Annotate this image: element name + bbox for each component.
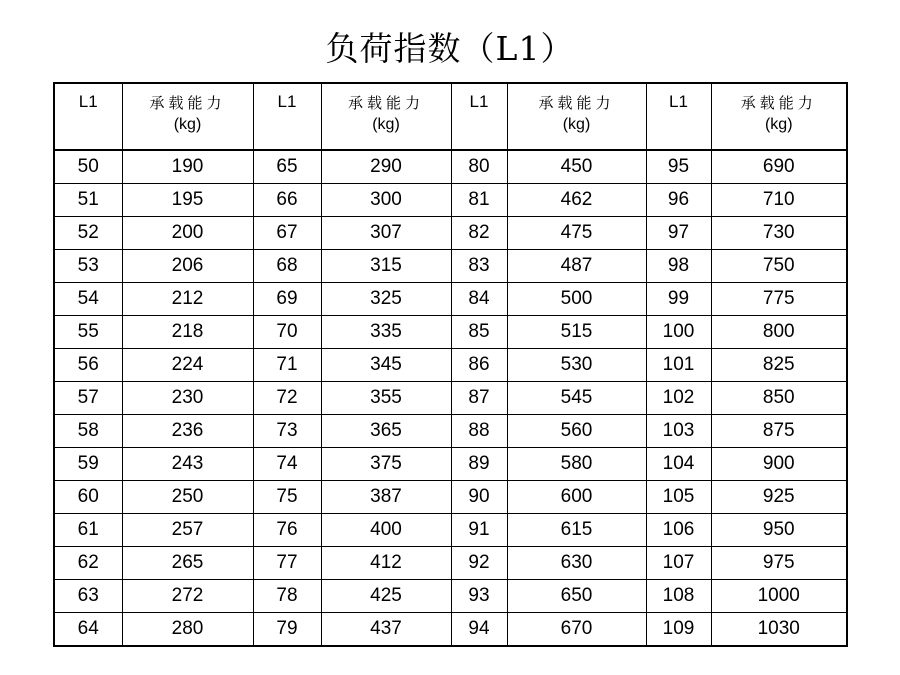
load-index-cell: 76	[253, 514, 321, 547]
load-index-cell: 68	[253, 250, 321, 283]
load-capacity-cell: 257	[122, 514, 253, 547]
load-capacity-cell: 730	[711, 217, 847, 250]
load-capacity-cell: 545	[507, 382, 646, 415]
capacity-unit: (kg)	[173, 116, 202, 133]
load-index-cell: 51	[54, 184, 122, 217]
load-capacity-cell: 850	[711, 382, 847, 415]
load-index-cell: 105	[646, 481, 711, 514]
load-capacity-cell: 600	[507, 481, 646, 514]
load-index-cell: 56	[54, 349, 122, 382]
load-capacity-cell: 670	[507, 613, 646, 647]
load-index-cell: 88	[451, 415, 507, 448]
load-index-cell: 100	[646, 316, 711, 349]
column-header-capacity	[507, 83, 646, 150]
load-index-cell: 60	[54, 481, 122, 514]
load-index-cell: 64	[54, 613, 122, 647]
load-capacity-cell: 280	[122, 613, 253, 647]
load-index-cell: 83	[451, 250, 507, 283]
table-row	[54, 514, 847, 547]
load-index-cell: 90	[451, 481, 507, 514]
load-index-cell: 109	[646, 613, 711, 647]
column-header-capacity	[321, 83, 451, 150]
load-capacity-cell: 195	[122, 184, 253, 217]
table-row	[54, 580, 847, 613]
load-capacity-cell: 900	[711, 448, 847, 481]
table-row	[54, 217, 847, 250]
load-capacity-cell: 335	[321, 316, 451, 349]
load-capacity-cell: 243	[122, 448, 253, 481]
load-capacity-cell: 325	[321, 283, 451, 316]
load-index-cell: 59	[54, 448, 122, 481]
load-capacity-cell: 307	[321, 217, 451, 250]
capacity-label: 承载能力	[149, 94, 226, 112]
load-index-cell: 91	[451, 514, 507, 547]
load-capacity-cell: 950	[711, 514, 847, 547]
load-index-cell: 57	[54, 382, 122, 415]
load-index-cell: 66	[253, 184, 321, 217]
load-index-cell: 67	[253, 217, 321, 250]
load-capacity-cell: 615	[507, 514, 646, 547]
table-row	[54, 415, 847, 448]
load-index-cell: 94	[451, 613, 507, 647]
load-index-cell: 98	[646, 250, 711, 283]
load-capacity-cell: 200	[122, 217, 253, 250]
load-capacity-cell: 650	[507, 580, 646, 613]
load-index-cell: 74	[253, 448, 321, 481]
load-capacity-cell: 775	[711, 283, 847, 316]
load-capacity-cell: 345	[321, 349, 451, 382]
load-index-cell: 58	[54, 415, 122, 448]
load-index-cell: 93	[451, 580, 507, 613]
table-header-row	[54, 83, 847, 150]
load-index-cell: 103	[646, 415, 711, 448]
load-capacity-cell: 387	[321, 481, 451, 514]
load-capacity-cell: 580	[507, 448, 646, 481]
load-capacity-cell: 487	[507, 250, 646, 283]
load-capacity-cell: 224	[122, 349, 253, 382]
load-capacity-cell: 750	[711, 250, 847, 283]
load-capacity-cell: 690	[711, 150, 847, 184]
table-row	[54, 481, 847, 514]
load-index-cell: 72	[253, 382, 321, 415]
load-capacity-cell: 425	[321, 580, 451, 613]
load-capacity-cell: 290	[321, 150, 451, 184]
load-capacity-cell: 315	[321, 250, 451, 283]
table-body	[54, 150, 847, 646]
load-capacity-cell: 437	[321, 613, 451, 647]
load-capacity-cell: 272	[122, 580, 253, 613]
load-index-cell: 53	[54, 250, 122, 283]
load-index-cell: 78	[253, 580, 321, 613]
load-index-cell: 52	[54, 217, 122, 250]
load-index-cell: 73	[253, 415, 321, 448]
load-capacity-cell: 530	[507, 349, 646, 382]
load-index-cell: 84	[451, 283, 507, 316]
table-row	[54, 448, 847, 481]
load-capacity-cell: 375	[321, 448, 451, 481]
table-row	[54, 349, 847, 382]
load-index-cell: 70	[253, 316, 321, 349]
column-header-l1: L1	[253, 83, 321, 150]
load-index-cell: 75	[253, 481, 321, 514]
load-index-cell: 101	[646, 349, 711, 382]
load-capacity-cell: 975	[711, 547, 847, 580]
load-index-cell: 50	[54, 150, 122, 184]
load-capacity-cell: 475	[507, 217, 646, 250]
page-title: 负荷指数（L1）	[325, 29, 575, 68]
load-index-cell: 102	[646, 382, 711, 415]
load-capacity-cell: 230	[122, 382, 253, 415]
load-capacity-cell: 1030	[711, 613, 847, 647]
load-capacity-cell: 800	[711, 316, 847, 349]
table-row	[54, 316, 847, 349]
load-capacity-cell: 1000	[711, 580, 847, 613]
load-index-cell: 55	[54, 316, 122, 349]
load-index-table	[53, 82, 848, 647]
load-index-cell: 77	[253, 547, 321, 580]
load-capacity-cell: 206	[122, 250, 253, 283]
load-index-cell: 99	[646, 283, 711, 316]
table-row	[54, 382, 847, 415]
column-header-capacity	[711, 83, 847, 150]
load-index-cell: 65	[253, 150, 321, 184]
capacity-unit: (kg)	[562, 116, 591, 133]
load-capacity-cell: 250	[122, 481, 253, 514]
table-row	[54, 184, 847, 217]
table-row	[54, 283, 847, 316]
load-index-cell: 54	[54, 283, 122, 316]
load-capacity-cell: 236	[122, 415, 253, 448]
column-header-l1: L1	[451, 83, 507, 150]
load-index-cell: 106	[646, 514, 711, 547]
load-index-cell: 107	[646, 547, 711, 580]
column-header-l1: L1	[54, 83, 122, 150]
capacity-label: 承载能力	[740, 94, 817, 112]
load-index-cell: 61	[54, 514, 122, 547]
load-capacity-cell: 515	[507, 316, 646, 349]
load-capacity-cell: 365	[321, 415, 451, 448]
load-capacity-cell: 875	[711, 415, 847, 448]
table-row	[54, 547, 847, 580]
capacity-label: 承载能力	[347, 94, 424, 112]
load-index-cell: 69	[253, 283, 321, 316]
load-capacity-cell: 265	[122, 547, 253, 580]
column-header-capacity	[122, 83, 253, 150]
load-index-cell: 85	[451, 316, 507, 349]
load-index-cell: 108	[646, 580, 711, 613]
load-capacity-cell: 925	[711, 481, 847, 514]
load-index-cell: 92	[451, 547, 507, 580]
load-capacity-cell: 400	[321, 514, 451, 547]
capacity-unit: (kg)	[372, 116, 400, 133]
load-index-cell: 71	[253, 349, 321, 382]
load-capacity-cell: 500	[507, 283, 646, 316]
load-capacity-cell: 190	[122, 150, 253, 184]
table-row	[54, 150, 847, 184]
load-index-cell: 81	[451, 184, 507, 217]
table-row	[54, 613, 847, 647]
load-index-cell: 80	[451, 150, 507, 184]
load-index-cell: 96	[646, 184, 711, 217]
load-capacity-cell: 560	[507, 415, 646, 448]
load-index-cell: 97	[646, 217, 711, 250]
load-capacity-cell: 825	[711, 349, 847, 382]
load-index-cell: 87	[451, 382, 507, 415]
table-row	[54, 250, 847, 283]
load-capacity-cell: 300	[321, 184, 451, 217]
capacity-label: 承载能力	[538, 94, 615, 112]
load-capacity-cell: 355	[321, 382, 451, 415]
load-index-cell: 89	[451, 448, 507, 481]
load-capacity-cell: 462	[507, 184, 646, 217]
capacity-unit: (kg)	[764, 116, 793, 133]
load-index-cell: 79	[253, 613, 321, 647]
load-index-cell: 104	[646, 448, 711, 481]
load-index-cell: 95	[646, 150, 711, 184]
load-capacity-cell: 218	[122, 316, 253, 349]
load-index-cell: 62	[54, 547, 122, 580]
load-capacity-cell: 710	[711, 184, 847, 217]
load-capacity-cell: 412	[321, 547, 451, 580]
load-capacity-cell: 212	[122, 283, 253, 316]
load-index-cell: 82	[451, 217, 507, 250]
load-index-cell: 86	[451, 349, 507, 382]
load-capacity-cell: 630	[507, 547, 646, 580]
column-header-l1: L1	[646, 83, 711, 150]
load-index-cell: 63	[54, 580, 122, 613]
load-capacity-cell: 450	[507, 150, 646, 184]
